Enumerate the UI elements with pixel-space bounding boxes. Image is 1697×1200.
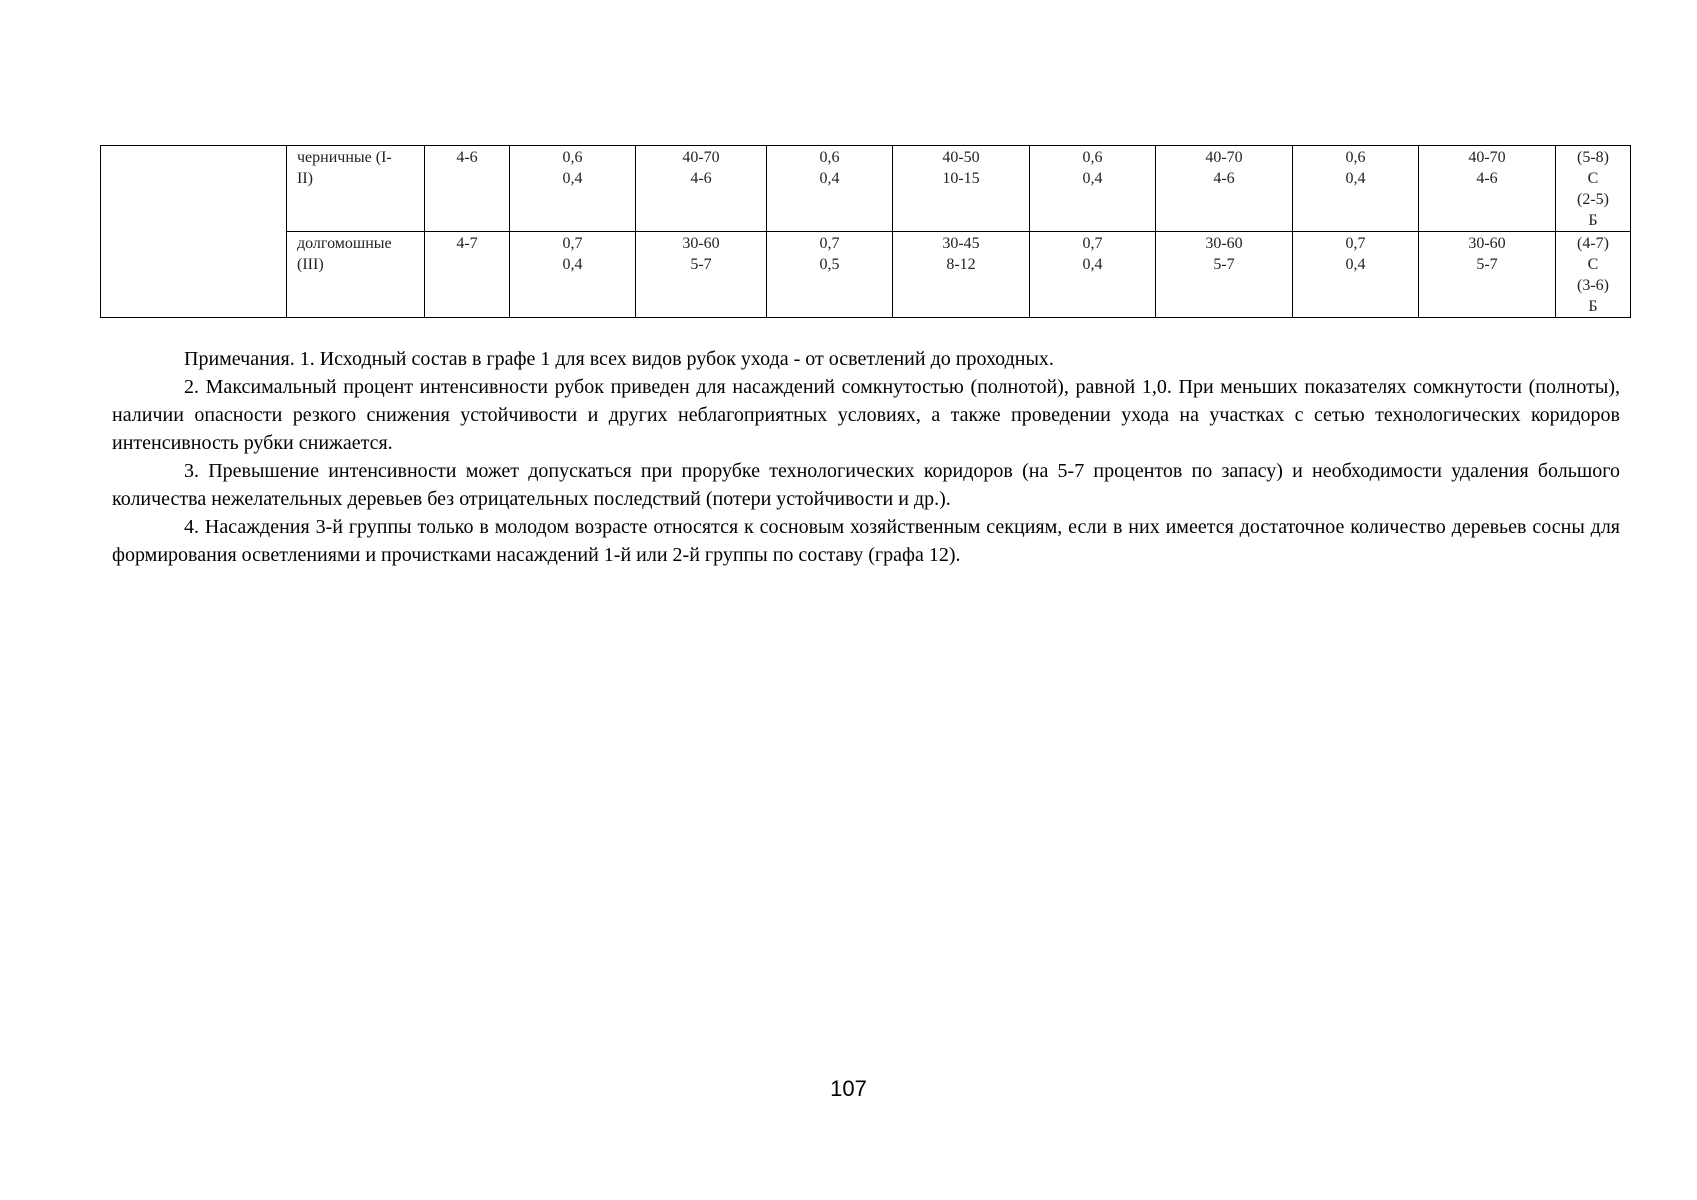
group-cell-empty	[101, 146, 287, 318]
table-cell: 0,6 0,4	[510, 146, 636, 232]
table-cell: 0,6 0,4	[1030, 146, 1156, 232]
table-cell: 0,7 0,4	[1030, 232, 1156, 318]
note-paragraph: 3. Превышение интенсивности может допускаться при прорубке технологических коридоров (на 5-7 процентов по запасу) и необходимости удаления большого количества нежелательных деревьев без отрицательных последствий (потери устойчивости и др.).	[112, 460, 1620, 510]
table-cell: 0,6 0,4	[1293, 146, 1419, 232]
table-cell: 30-45 8-12	[893, 232, 1030, 318]
forest-type-cell: черничные (I- II)	[287, 146, 425, 232]
table-cell: 40-70 4-6	[636, 146, 767, 232]
forest-thinning-table	[100, 145, 1631, 318]
table-cell: 0,7 0,5	[767, 232, 893, 318]
table-cell: 40-50 10-15	[893, 146, 1030, 232]
composition-cell: (4-7) С (3-6) Б	[1556, 232, 1631, 318]
table-cell: 4-7	[425, 232, 510, 318]
note-paragraph: 4. Насаждения 3-й группы только в молодом возрасте относятся к сосновым хозяйственным секциям, если в них имеется достаточное количество деревьев сосны для формирования осветлениями и прочистками насаждений 1-й или 2-й группы по составу (графа 12).	[112, 516, 1620, 566]
table-cell: 30-60 5-7	[1419, 232, 1556, 318]
composition-cell: (5-8) С (2-5) Б	[1556, 146, 1631, 232]
note-paragraph: 2. Максимальный процент интенсивности рубок приведен для насаждений сомкнутостью (полнотой), равной 1,0. При меньших показателях сомкнутости (полноты), наличии опасности резкого снижения устойчивости и других неблагоприятных условиях, а также проведении ухода на участках с сетью технологических коридоров интенсивность рубки снижается.	[112, 376, 1620, 454]
table-cell: 4-6	[425, 146, 510, 232]
notes-section	[112, 345, 1620, 569]
table-cell: 30-60 5-7	[636, 232, 767, 318]
forest-type-cell: долгомошные (III)	[287, 232, 425, 318]
note-paragraph: Примечания. 1. Исходный состав в графе 1 для всех видов рубок ухода - от осветлений до проходных.	[184, 348, 1054, 370]
table-row	[101, 232, 1631, 318]
table-cell: 0,7 0,4	[1293, 232, 1419, 318]
table-cell: 0,6 0,4	[767, 146, 893, 232]
table-cell: 40-70 4-6	[1419, 146, 1556, 232]
page-number: 107	[830, 1076, 867, 1101]
table-row	[101, 146, 1631, 232]
table-cell: 30-60 5-7	[1156, 232, 1293, 318]
table-cell: 40-70 4-6	[1156, 146, 1293, 232]
table-cell: 0,7 0,4	[510, 232, 636, 318]
